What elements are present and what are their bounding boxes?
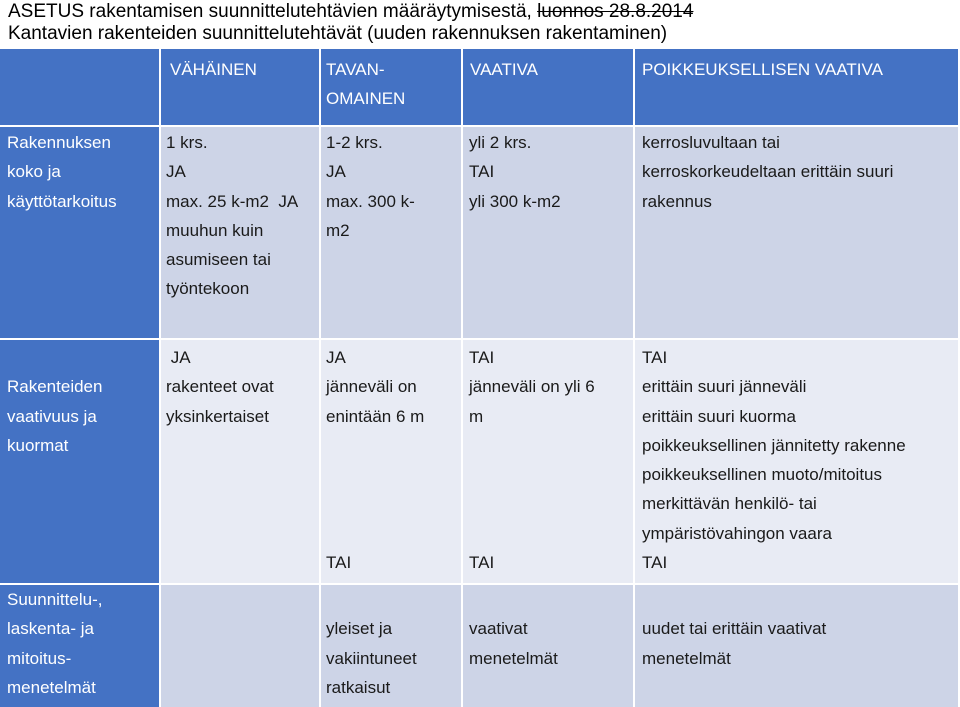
cell-vaativuus-vaativa: TAI jänneväli on yli 6 m TAI <box>462 339 634 584</box>
column-header-vaativa: VAATIVA <box>462 49 634 126</box>
grid-line <box>0 583 960 585</box>
grid-line <box>159 49 161 707</box>
row-header-menetelmat: Suunnittelu-, laskenta- ja mitoitus- menetelmät <box>0 584 160 707</box>
cell-koko-poikkeuksellisen: kerrosluvultaan tai kerroskorkeudeltaan erittäin suuri rakennus <box>634 126 960 339</box>
grid-line <box>461 49 463 707</box>
cell-menetelmat-vaativa: vaativat menetelmät <box>462 584 634 707</box>
column-header-vahainen: VÄHÄINEN <box>160 49 320 126</box>
table-corner-cell <box>0 49 160 126</box>
cell-vaativuus-tavanomainen: JA jänneväli on enintään 6 m TAI <box>320 339 462 584</box>
cell-menetelmat-poikkeuksellisen: uudet tai erittäin vaativat menetelmät <box>634 584 960 707</box>
cell-koko-tavanomainen: 1-2 krs. JA max. 300 k- m2 <box>320 126 462 339</box>
cell-menetelmat-tavanomainen: yleiset ja vakiintuneet ratkaisut <box>320 584 462 707</box>
grid-line <box>633 49 635 707</box>
grid-line <box>0 338 960 340</box>
cell-koko-vahainen: 1 krs. JA max. 25 k-m2 JA muuhun kuin asumiseen tai työntekoon <box>160 126 320 339</box>
cell-koko-vaativa: yli 2 krs. TAI yli 300 k-m2 <box>462 126 634 339</box>
grid-line <box>319 49 321 707</box>
document-title-line2: Kantavien rakenteiden suunnittelutehtävät (uuden rakennuksen rakentaminen) <box>8 23 668 44</box>
cell-vaativuus-poikkeuksellisen: TAI erittäin suuri jänneväli erittäin suuri kuorma poikkeuksellinen jännitetty rakenne poikkeuksellinen muoto/mitoitus merkittävän henkilö- tai ympäristövahingon vaara TAI <box>634 339 960 584</box>
column-header-poikkeuksellisen-vaativa: POIKKEUKSELLISEN VAATIVA <box>634 49 960 126</box>
column-header-tavanomainen: TAVAN- OMAINEN <box>320 49 462 126</box>
document-title-line1 <box>8 1 693 23</box>
row-header-koko: Rakennuksen koko ja käyttötarkoitus <box>0 126 160 339</box>
cell-vaativuus-vahainen: JA rakenteet ovat yksinkertaiset <box>160 339 320 584</box>
row-header-vaativuus: Rakenteiden vaativuus ja kuormat <box>0 339 160 584</box>
cell-menetelmat-vahainen <box>160 584 320 707</box>
title-struck-date: luonnos 28.8.2014 <box>537 1 694 22</box>
title-prefix: ASETUS rakentamisen suunnittelutehtävien määräytymisestä, <box>8 1 538 22</box>
grid-line <box>0 125 960 127</box>
